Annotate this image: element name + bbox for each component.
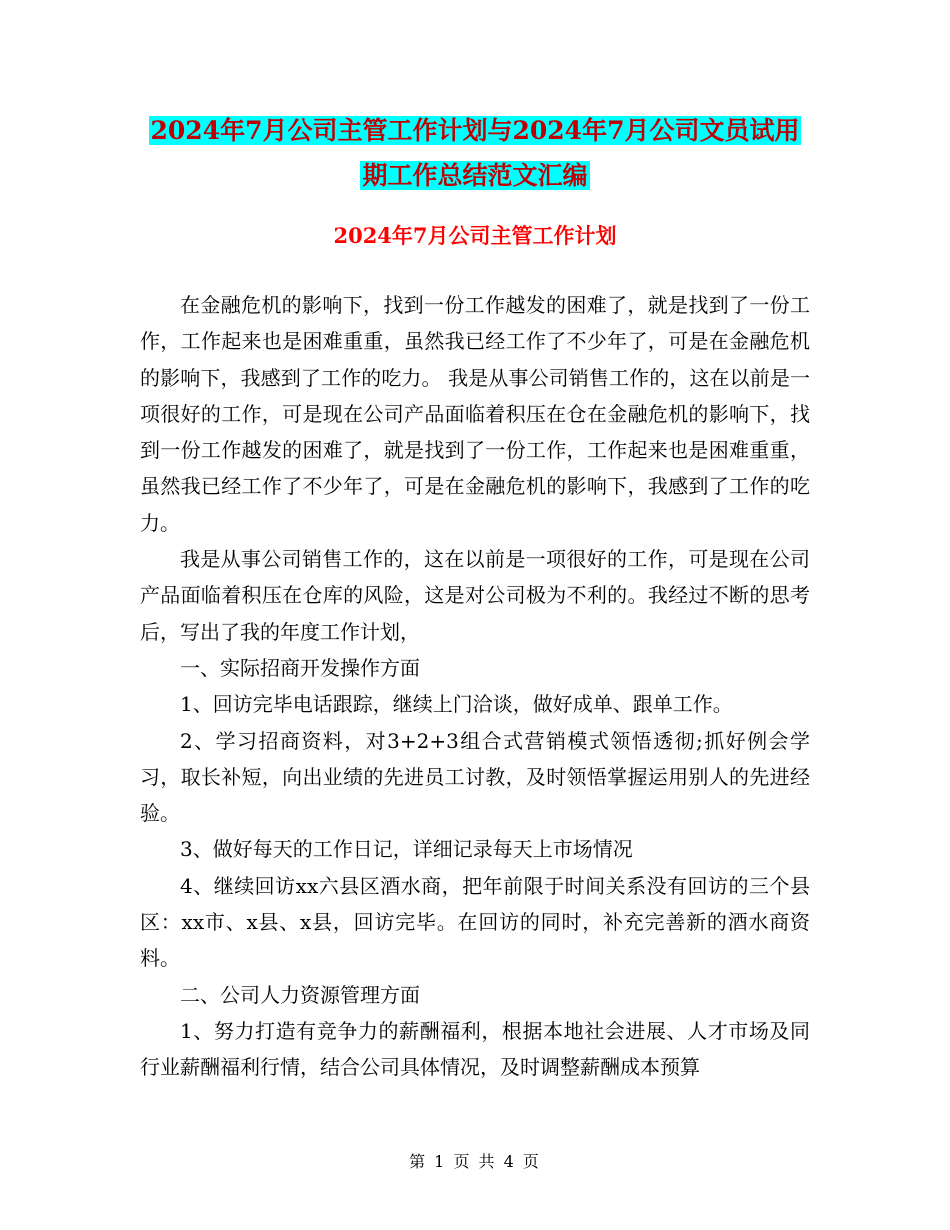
page-number-footer: 第 1 页 共 4 页 [409, 1152, 541, 1171]
section-title: 2024年7月公司主管工作计划 [333, 223, 617, 248]
document-title-text: 2024年7月公司主管工作计划与2024年7月公司文员试用期工作总结范文汇编 [150, 116, 800, 190]
paragraph: 我是从事公司销售工作的，这在以前是一项很好的工作，可是现在公司产品面临着积压在仓库的风险，这是对公司极为不利的。我经过不断的思考后，写出了我的年度工作计划， [140, 547, 810, 644]
paragraph: 在金融危机的影响下，找到一份工作越发的困难了，就是找到了一份工作，工作起来也是困难重重，虽然我已经工作了不少年了，可是在金融危机的影响下，我感到了工作的吃力。 我是从事公司销售工作的，这在以前是一项很好的工作，可是现在公司产品面临着积压在仓在金融危机的影响下，找到一份工作越发的困难了，就是找到了一份工作，工作起来也是困难重重，虽然我已经工作了不少年了，可是在金融危机的影响下，我感到了工作的吃力。 [140, 293, 810, 535]
paragraph: 4、继续回访xx六县区酒水商，把年前限于时间关系没有回访的三个县区：xx市、x县、x县，回访完毕。在回访的同时，补充完善新的酒水商资料。 [140, 873, 810, 971]
paragraph: 一、实际招商开发操作方面 [180, 655, 420, 680]
paragraph: 3、做好每天的工作日记，详细记录每天上市场情况 [180, 837, 633, 862]
document-body [140, 287, 810, 1086]
paragraph: 1、回访完毕电话跟踪，继续上门洽谈，做好成单、跟单工作。 [180, 692, 733, 717]
paragraph: 2、学习招商资料，对3+2+3组合式营销模式领悟透彻;抓好例会学习，取长补短，向出业绩的先进员工讨教，及时领悟掌握运用别人的先进经验。 [140, 728, 810, 826]
paragraph: 二、公司人力资源管理方面 [180, 982, 420, 1007]
document-title [140, 108, 810, 198]
paragraph: 1、努力打造有竞争力的薪酬福利，根据本地社会进展、人才市场及同行业薪酬福利行情，结合公司具体情况，及时调整薪酬成本预算 [140, 1018, 810, 1080]
